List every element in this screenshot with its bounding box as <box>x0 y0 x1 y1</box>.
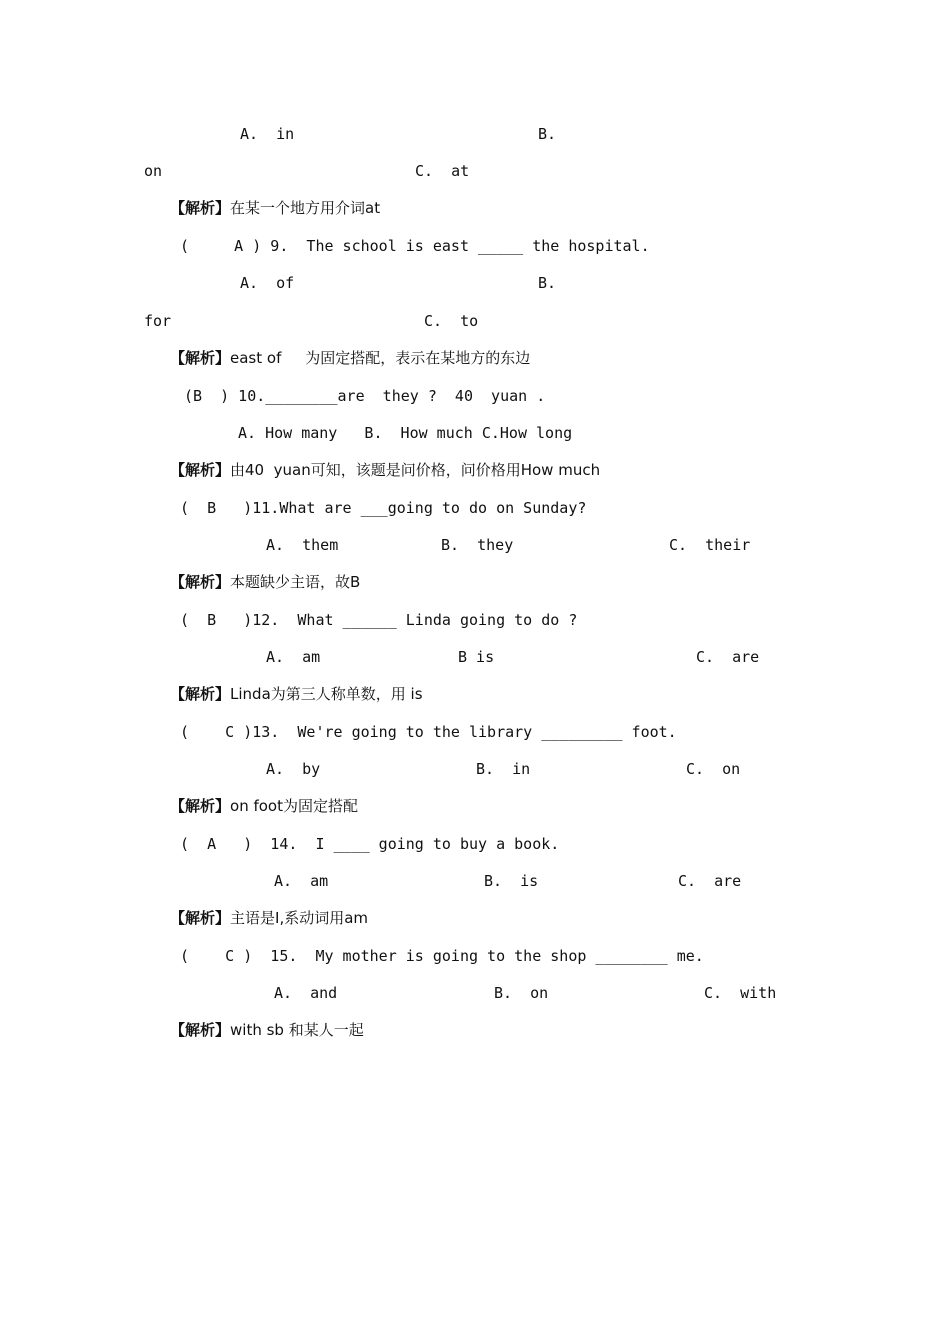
q14-analysis <box>170 908 368 928</box>
q9-option-b: B. <box>538 274 557 292</box>
q13-option-c: C. on <box>686 760 741 778</box>
q10-analysis <box>170 460 600 480</box>
q15-option-a: A. and <box>274 984 338 1002</box>
q11-option-a: A. them <box>266 536 339 554</box>
q11-stem: ( B )11.What are ___going to do on Sunday? <box>180 499 587 517</box>
analysis-tag: 【解析】 <box>170 199 231 217</box>
q8-analysis-text: 在某一个地方用介词at <box>230 199 381 217</box>
q12-option-c: C. are <box>696 648 760 666</box>
q14-option-c: C. are <box>678 872 742 890</box>
analysis-tag: 【解析】 <box>170 909 231 927</box>
q14-stem: ( A ) 14. I ____ going to buy a book. <box>180 835 560 853</box>
analysis-tag: 【解析】 <box>170 1021 231 1039</box>
q13-analysis-text: on foot为固定搭配 <box>230 797 358 815</box>
q15-analysis <box>170 1020 364 1040</box>
q12-stem: ( B )12. What ______ Linda going to do ? <box>180 611 578 629</box>
analysis-tag: 【解析】 <box>170 461 231 479</box>
q11-option-b: B. they <box>441 536 514 554</box>
q12-option-a: A. am <box>266 648 321 666</box>
analysis-tag: 【解析】 <box>170 797 231 815</box>
q12-option-b: B is <box>458 648 495 666</box>
q9-stem: ( A ) 9. The school is east _____ the hospital. <box>180 237 650 255</box>
q11-option-c: C. their <box>669 536 751 554</box>
q14-option-b: B. is <box>484 872 539 890</box>
q8-analysis <box>170 198 380 218</box>
q9-option-c: C. to <box>424 312 479 330</box>
analysis-tag: 【解析】 <box>170 573 231 591</box>
analysis-tag: 【解析】 <box>170 685 231 703</box>
q15-option-c: C. with <box>704 984 777 1002</box>
q15-stem: ( C ) 15. My mother is going to the shop ________ me. <box>180 947 704 965</box>
q12-analysis-text: Linda为第三人称单数，用 is <box>230 685 423 703</box>
q15-option-b: B. on <box>494 984 549 1002</box>
q9-option-a: A. of <box>240 274 295 292</box>
q13-option-b: B. in <box>476 760 531 778</box>
q8-option-b: B. <box>538 125 557 143</box>
q14-option-a: A. am <box>274 872 329 890</box>
q9-analysis-text: east of 为固定搭配，表示在某地方的东边 <box>230 349 531 367</box>
q11-analysis <box>170 572 360 592</box>
q8-option-a: A. in <box>240 125 295 143</box>
q10-options: A. How many B. How much C.How long <box>238 424 573 442</box>
q13-option-a: A. by <box>266 760 321 778</box>
q12-analysis <box>170 684 423 704</box>
q10-stem: (B ) 10.________are they ? 40 yuan . <box>184 387 546 405</box>
q14-analysis-text: 主语是I,系动词用am <box>230 909 369 927</box>
q13-stem: ( C )13. We're going to the library _________ foot. <box>180 723 677 741</box>
analysis-tag: 【解析】 <box>170 349 231 367</box>
q8-option-b-text: on <box>144 162 163 180</box>
q10-analysis-text: 由40 yuan可知，该题是问价格，问价格用How much <box>230 461 601 479</box>
q9-option-b-text: for <box>144 312 172 330</box>
q8-option-c: C. at <box>415 162 470 180</box>
q15-analysis-text: with sb 和某人一起 <box>230 1021 364 1039</box>
q13-analysis <box>170 796 358 816</box>
q9-analysis <box>170 348 530 368</box>
q11-analysis-text: 本题缺少主语，故B <box>230 573 361 591</box>
